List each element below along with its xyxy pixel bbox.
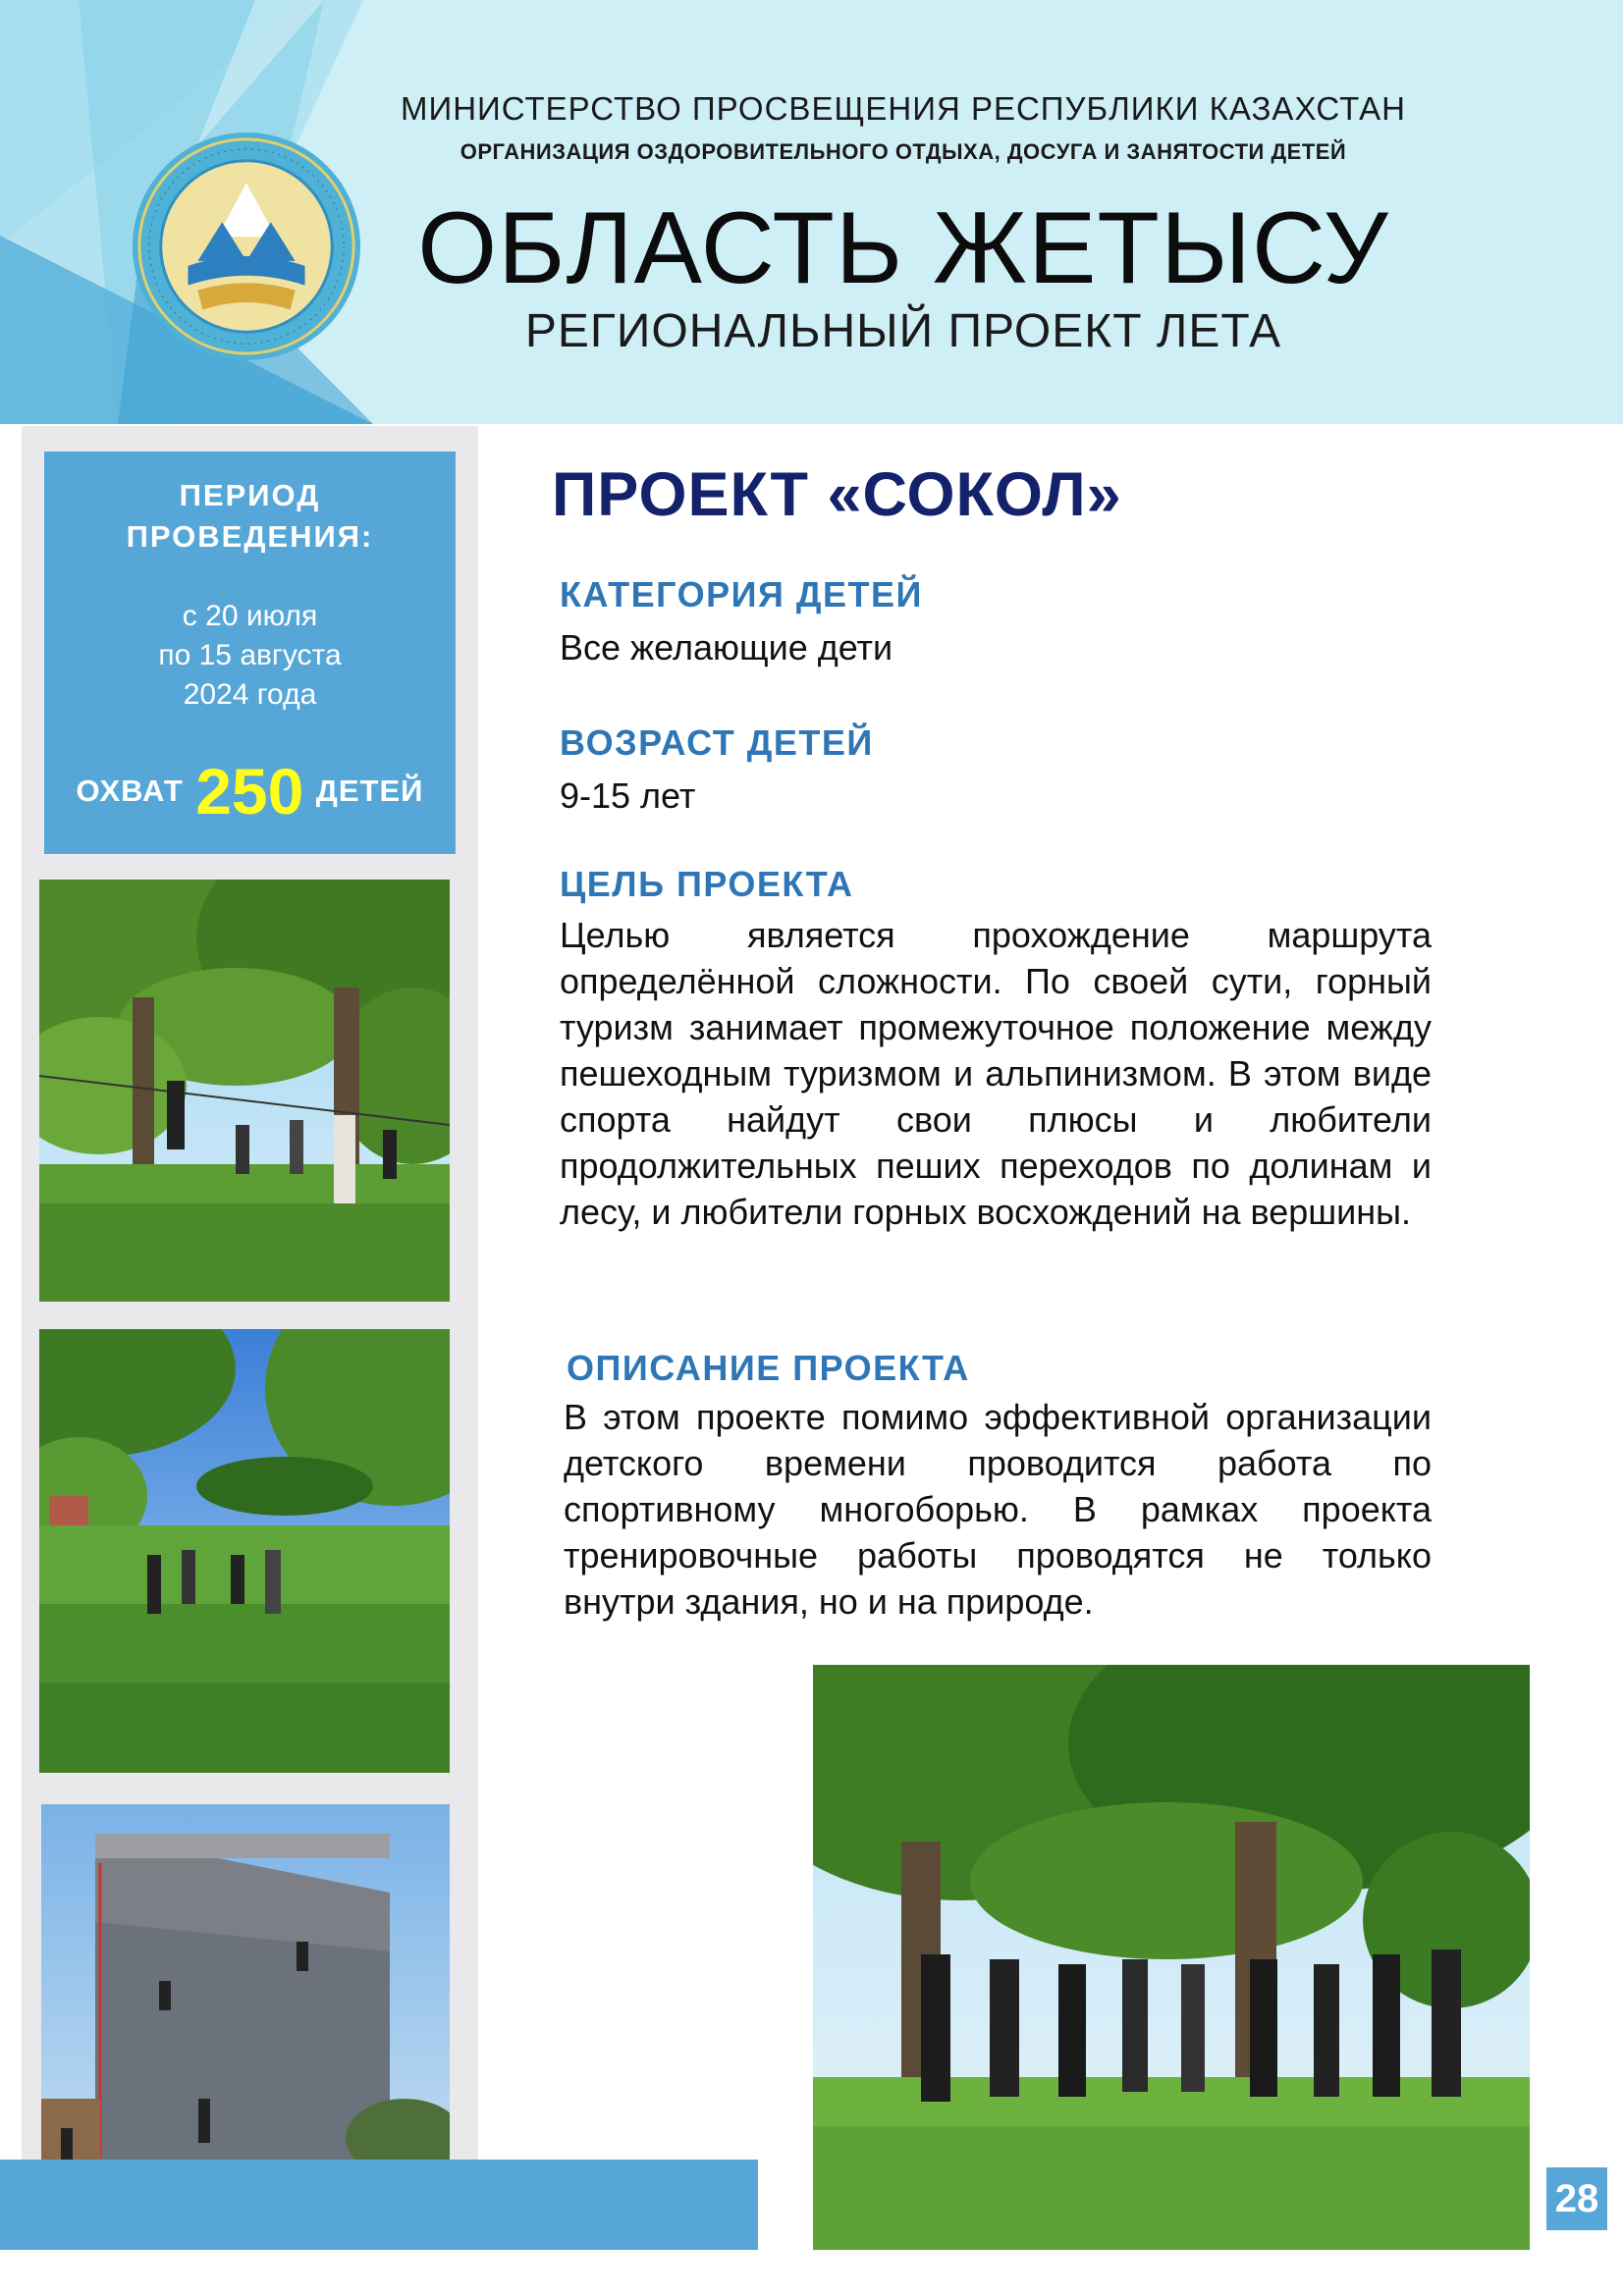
date-line: с 20 июля — [182, 600, 318, 632]
category-text: Все желающие дети — [560, 627, 893, 667]
header-subtitle: РЕГИОНАЛЬНЫЙ ПРОЕКТ ЛЕТА — [524, 305, 1282, 357]
page-header — [0, 0, 1623, 424]
description-text: В этом проекте помимо эффективной организации детского времени проводится работа по спортивному многоборью. В рамках проекта тренировочные работы проводятся не только внутри здания, но и на природе. — [564, 1397, 1432, 1622]
goal-heading: ЦЕЛЬ ПРОЕКТА — [560, 864, 854, 904]
age-heading: ВОЗРАСТ ДЕТЕЙ — [560, 722, 874, 763]
age-text: 9-15 лет — [560, 775, 696, 816]
period-info-box — [44, 452, 456, 854]
project-title: ПРОЕКТ «СОКОЛ» — [552, 460, 1122, 529]
region-title: ОБЛАСТЬ ЖЕТЫСУ — [417, 191, 1389, 305]
description-heading: ОПИСАНИЕ ПРОЕКТА — [567, 1348, 970, 1388]
photo-rope-course — [39, 880, 450, 1302]
coverage — [44, 754, 456, 828]
organization-name: ОРГАНИЗАЦИЯ ОЗДОРОВИТЕЛЬНОГО ОТДЫХА, ДОСУГА И ЗАНЯТОСТИ ДЕТЕЙ — [460, 139, 1347, 164]
period-title-line: ПРОВЕДЕНИЯ: — [126, 519, 374, 554]
period-title — [44, 475, 456, 558]
date-line: по 15 августа — [158, 639, 342, 671]
footer-bar — [0, 2160, 758, 2250]
category-heading: КАТЕГОРИЯ ДЕТЕЙ — [560, 574, 923, 614]
ministry-name: МИНИСТЕРСТВО ПРОСВЕЩЕНИЯ РЕСПУБЛИКИ КАЗАХСТАН — [400, 90, 1406, 127]
photo-field-training — [39, 1329, 450, 1773]
coverage-label: ОХВАТ — [76, 774, 184, 808]
period-title-line: ПЕРИОД — [179, 478, 321, 512]
goal-text: Целью является прохождение маршрута определённой сложности. По своей сути, горный туризм занимает промежуточное положение между пешеходным туризмом и альпинизмом. В этом виде спорта найдут свои плюсы и любители продолжительных пеших переходов по долинам и лесу, и любители горных восхождений на вершины. — [560, 915, 1432, 1232]
coverage-unit: ДЕТЕЙ — [315, 774, 424, 808]
period-dates — [44, 597, 456, 715]
coverage-count: 250 — [195, 755, 304, 828]
page-number: 28 — [1546, 2167, 1607, 2230]
photo-group — [813, 1665, 1530, 2250]
date-line: 2024 года — [183, 678, 317, 711]
